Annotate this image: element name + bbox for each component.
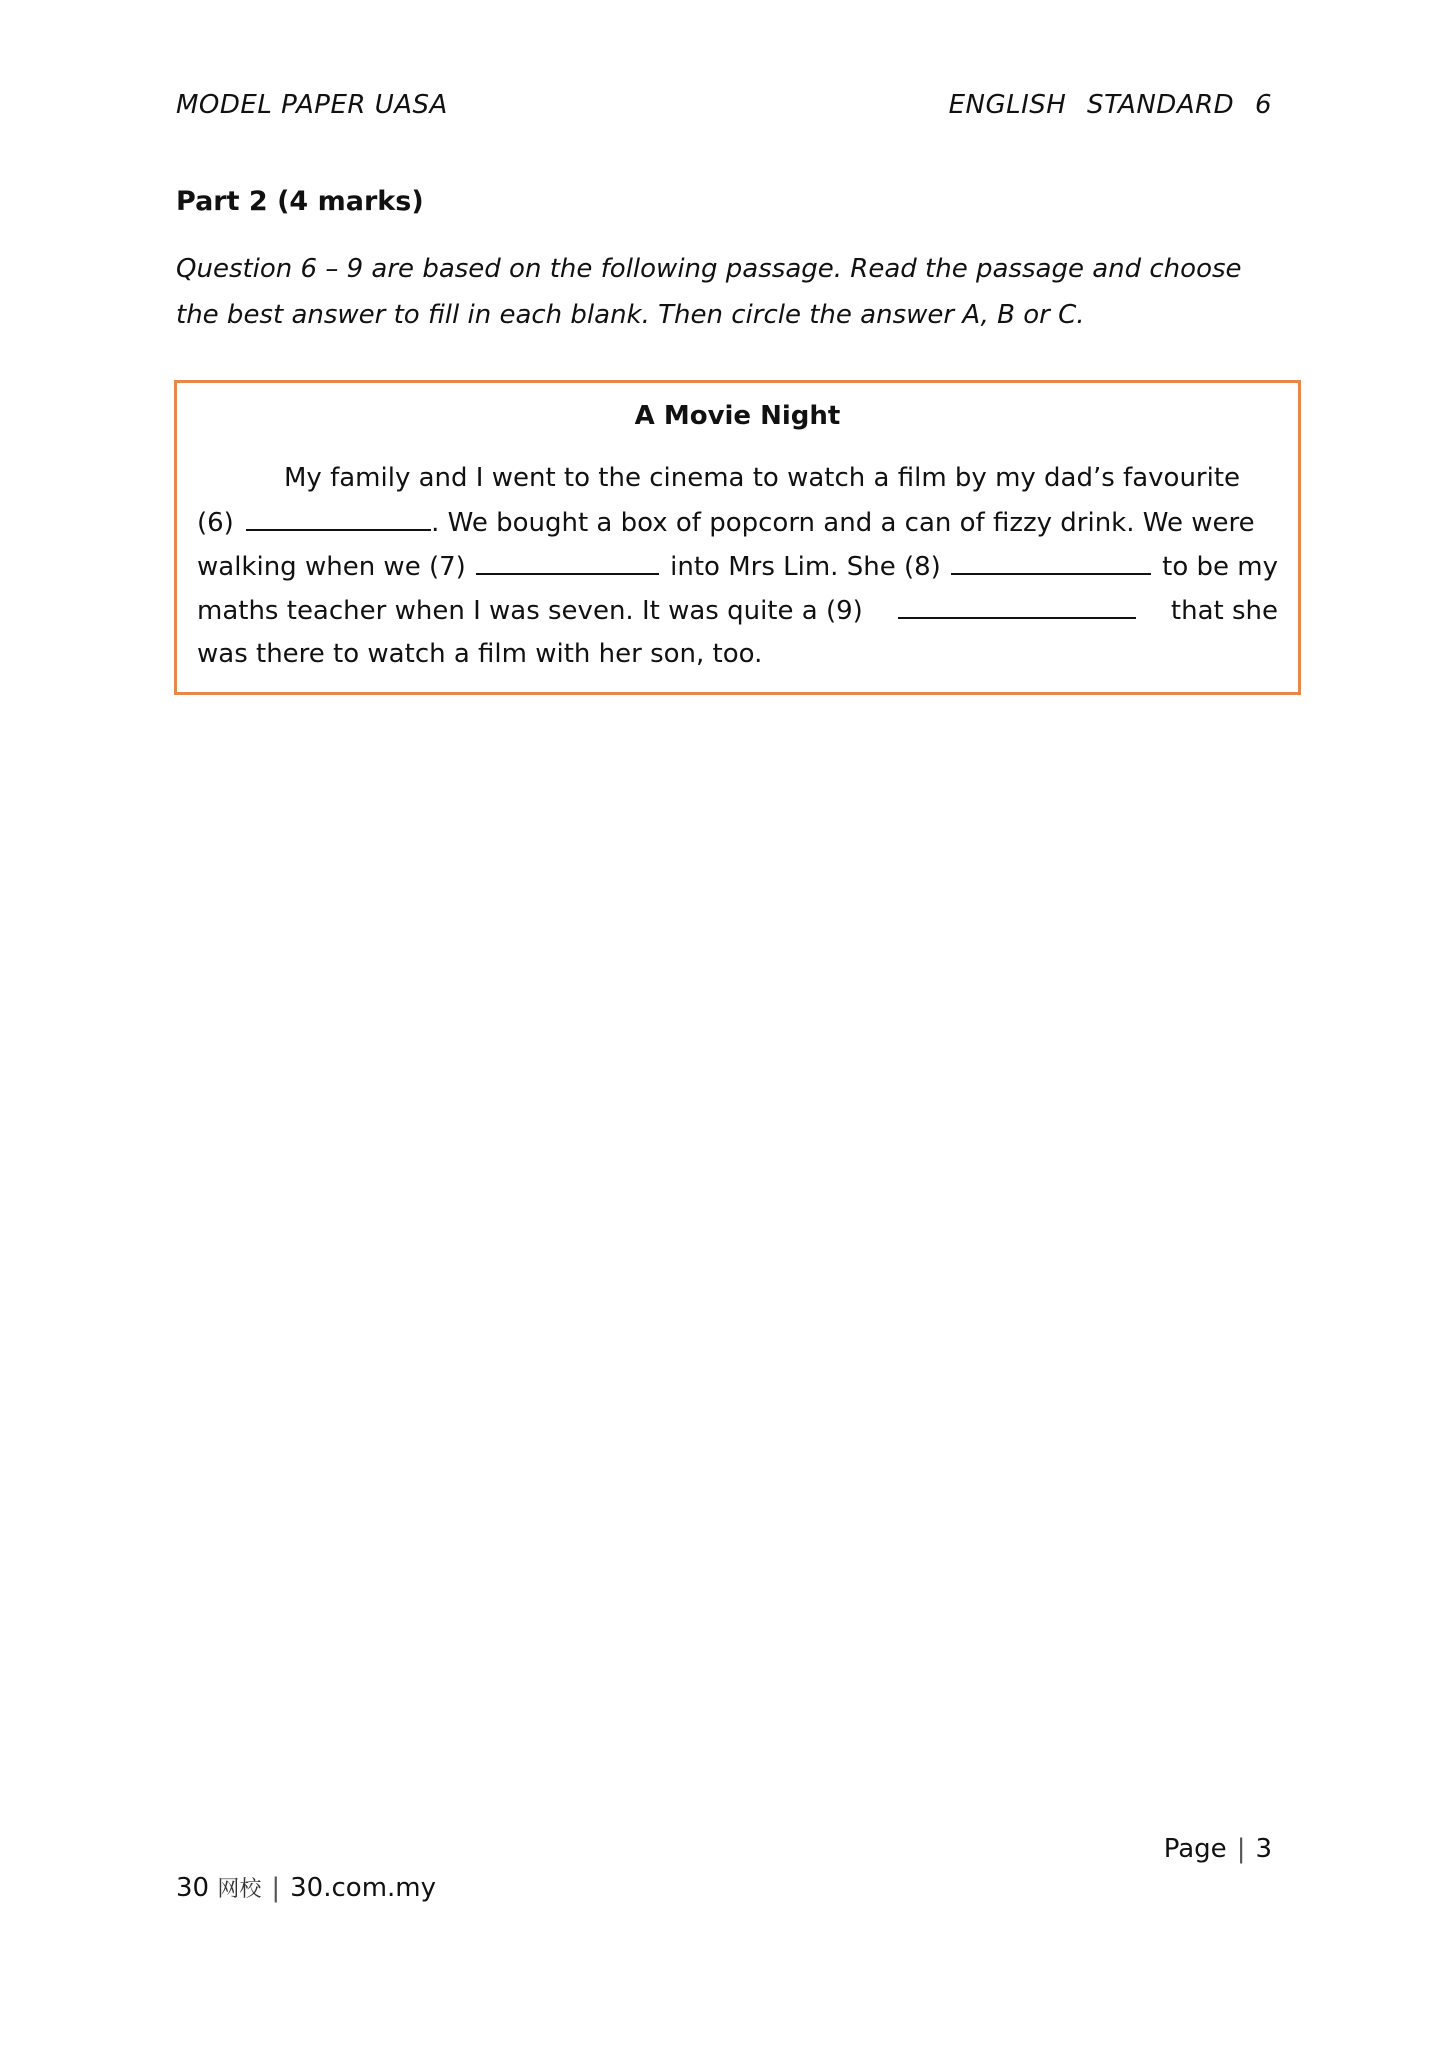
instruction-line: Question 6 – 9 are based on the following passage. Read the passage and choose xyxy=(176,254,1242,284)
page-label: Page xyxy=(1163,1834,1227,1864)
passage-line xyxy=(284,463,1278,493)
passage-text: walking when we (7) xyxy=(197,552,466,582)
blank-8 xyxy=(951,551,1151,575)
footer-brand: 30 网校 | 30.com.my xyxy=(176,1873,436,1903)
passage-title: A Movie Night xyxy=(634,401,841,431)
brand-number: 30 xyxy=(176,1873,210,1903)
passage-line xyxy=(197,507,1278,538)
blank-9 xyxy=(898,595,1136,619)
passage-box xyxy=(174,380,1301,695)
part-title: Part 2 (4 marks) xyxy=(176,186,424,217)
passage-text: into Mrs Lim. She (8) xyxy=(670,552,941,582)
blank-7 xyxy=(476,551,659,575)
passage-text: to be my xyxy=(1162,552,1278,582)
page-number-value: 3 xyxy=(1255,1834,1272,1864)
passage-line xyxy=(197,639,1278,669)
brand-cn: 网校 xyxy=(217,1877,262,1902)
passage-line xyxy=(197,551,1278,582)
page-number: Page | 3 xyxy=(1163,1834,1272,1864)
passage-text: My family and I went to the cinema to watch a film by my dad’s favourite xyxy=(284,463,1241,493)
passage-text: was there to watch a film with her son, too. xyxy=(197,639,763,669)
passage-text: that she xyxy=(1170,596,1278,626)
brand-url: 30.com.my xyxy=(290,1873,436,1903)
header-right: ENGLISH STANDARD 6 xyxy=(948,90,1272,120)
blank-6 xyxy=(246,507,431,531)
passage-text: maths teacher when I was seven. It was quite a (9) xyxy=(197,596,863,626)
passage-text: . We bought a box of popcorn and a can of fizzy drink. We were xyxy=(431,508,1255,538)
header-left: MODEL PAPER UASA xyxy=(176,90,448,120)
passage-text: (6) xyxy=(197,508,234,538)
passage-line xyxy=(197,595,1278,626)
instruction-line: the best answer to fill in each blank. Then circle the answer A, B or C. xyxy=(176,300,1085,330)
